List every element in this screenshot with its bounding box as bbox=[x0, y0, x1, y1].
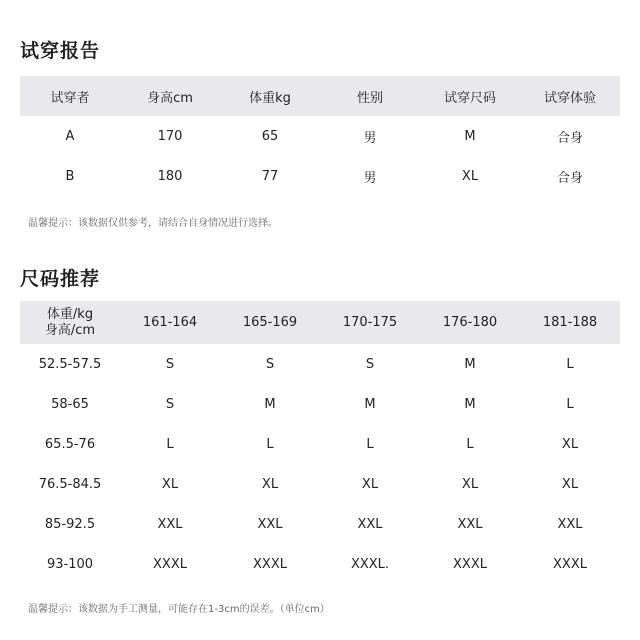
table-cell: 65 bbox=[261, 128, 279, 144]
table-row bbox=[20, 504, 620, 544]
corner-height-label: 身高/cm bbox=[44, 322, 96, 338]
size-cell: XXL bbox=[157, 516, 183, 532]
height-header: 176-180 bbox=[442, 315, 498, 330]
size-cell: L bbox=[166, 436, 174, 452]
table-cell: M bbox=[464, 128, 476, 144]
size-cell: XL bbox=[561, 476, 579, 492]
size-cell: XL bbox=[561, 436, 579, 452]
table-cell: 合身 bbox=[556, 130, 583, 146]
table-row bbox=[20, 544, 620, 584]
size-cell: L bbox=[366, 436, 374, 452]
corner-weight-label: 体重/kg bbox=[46, 306, 94, 322]
size-cell: L bbox=[466, 436, 474, 452]
weight-cell: 52.5-57.5 bbox=[38, 356, 102, 372]
column-header: 试穿尺码 bbox=[443, 90, 496, 106]
height-header: 181-188 bbox=[542, 315, 598, 330]
column-header: 试穿体验 bbox=[543, 90, 596, 106]
table-cell: 170 bbox=[157, 128, 183, 144]
weight-cell: 65.5-76 bbox=[44, 436, 96, 452]
height-header: 161-164 bbox=[142, 315, 198, 330]
column-header: 性别 bbox=[356, 90, 383, 106]
weight-cell: 58-65 bbox=[51, 396, 89, 412]
size-cell: L bbox=[566, 396, 574, 412]
size-cell: XL bbox=[361, 476, 379, 492]
size-cell: M bbox=[364, 396, 376, 412]
size-cell: XXXL bbox=[153, 556, 187, 572]
tryon-report-title: 试穿报告 bbox=[20, 40, 101, 62]
size-cell: XXXL bbox=[253, 556, 287, 572]
height-header: 170-175 bbox=[342, 315, 398, 330]
table-row bbox=[20, 464, 620, 504]
table-cell: 男 bbox=[363, 130, 377, 146]
size-cell: M bbox=[464, 356, 476, 372]
size-cell: S bbox=[165, 356, 175, 372]
size-cell: L bbox=[266, 436, 274, 452]
tryon-report-table bbox=[20, 76, 620, 196]
table-row bbox=[20, 344, 620, 384]
size-cell: M bbox=[464, 396, 476, 412]
size-cell: S bbox=[165, 396, 175, 412]
size-cell: S bbox=[265, 356, 275, 372]
column-header: 身高cm bbox=[147, 90, 193, 106]
column-header: 体重kg bbox=[249, 90, 291, 106]
corner-header bbox=[20, 301, 120, 344]
table-cell: B bbox=[65, 168, 75, 184]
size-recommend-title: 尺码推荐 bbox=[20, 268, 101, 290]
table-row bbox=[20, 384, 620, 424]
size-cell: XL bbox=[161, 476, 179, 492]
table-header-row bbox=[20, 301, 620, 344]
size-cell: XXL bbox=[457, 516, 483, 532]
size-cell: XXL bbox=[257, 516, 283, 532]
table-cell: 77 bbox=[261, 168, 279, 184]
size-note: 温馨提示：该数据为手工测量，可能存在1-3cm的误差。（单位cm） bbox=[28, 604, 330, 615]
table-cell: 合身 bbox=[556, 170, 583, 186]
tryon-note: 温馨提示：该数据仅供参考，请结合自身情况进行选择。 bbox=[28, 218, 278, 229]
table-header-row bbox=[20, 76, 620, 116]
table-cell: 180 bbox=[157, 168, 183, 184]
table-cell: 男 bbox=[363, 170, 377, 186]
height-header: 165-169 bbox=[242, 315, 298, 330]
column-header: 试穿者 bbox=[50, 90, 90, 106]
size-cell: M bbox=[264, 396, 276, 412]
size-cell: XXXL. bbox=[350, 556, 390, 572]
size-cell: L bbox=[566, 356, 574, 372]
size-cell: XXXL bbox=[453, 556, 487, 572]
weight-cell: 76.5-84.5 bbox=[38, 476, 102, 492]
table-row bbox=[20, 116, 620, 156]
weight-cell: 93-100 bbox=[46, 556, 94, 572]
size-cell: XXL bbox=[357, 516, 383, 532]
size-cell: XL bbox=[461, 476, 479, 492]
size-cell: XXL bbox=[557, 516, 583, 532]
size-cell: S bbox=[365, 356, 375, 372]
table-row bbox=[20, 424, 620, 464]
table-cell: XL bbox=[461, 168, 479, 184]
size-recommend-table bbox=[20, 301, 620, 584]
table-cell: A bbox=[65, 128, 75, 144]
weight-cell: 85-92.5 bbox=[44, 516, 96, 532]
size-cell: XL bbox=[261, 476, 279, 492]
size-cell: XXXL bbox=[553, 556, 587, 572]
table-row bbox=[20, 156, 620, 196]
